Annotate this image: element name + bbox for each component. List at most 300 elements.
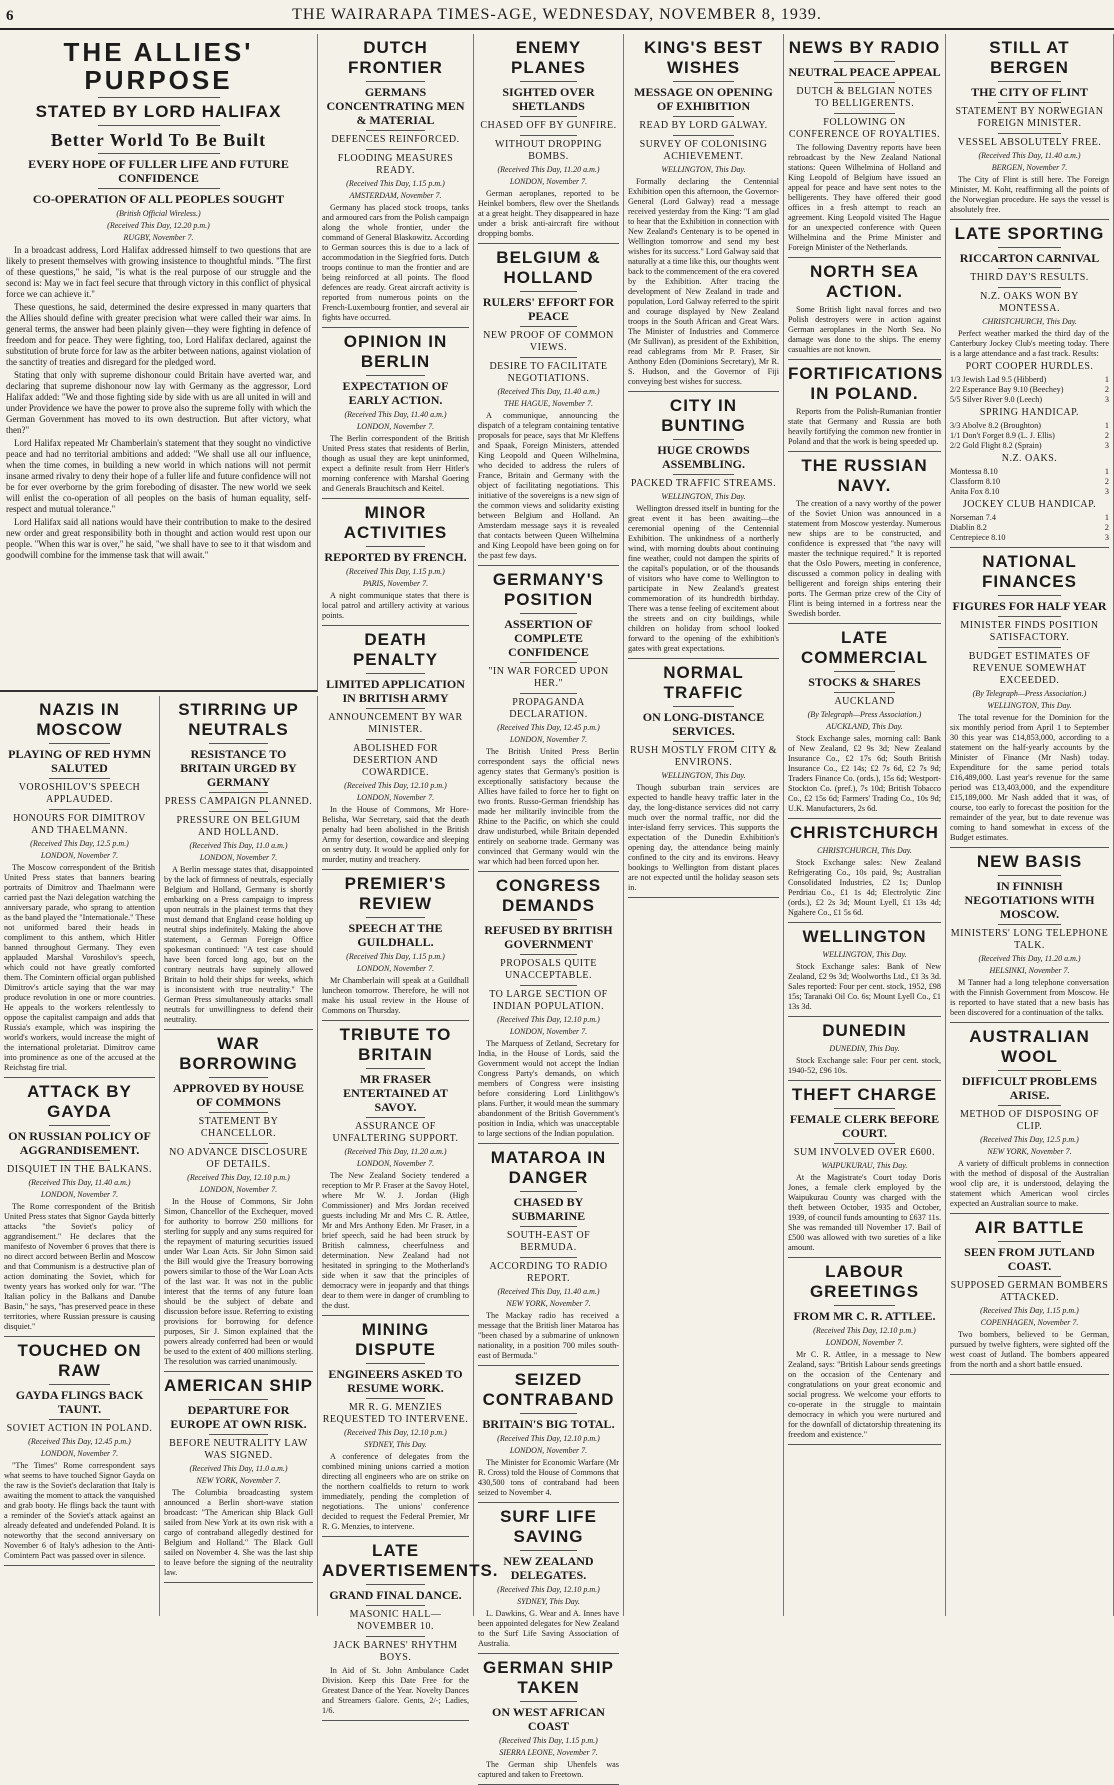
result-row [950,375,1109,385]
dateline: LONDON, November 7. [356,964,435,973]
received-line: (Received This Day, 11.40 a.m.) [497,1287,600,1296]
article-body: The Mackay radio has received a message that the British liner Mataroa has "been chased by a submarine of unknown nationality, in a position 700 miles south-east of Bermuda." [478,1311,619,1360]
headline: CITY IN BUNTING [661,396,746,435]
subheadline: STATEMENT BY CHANCELLOR. [198,1116,279,1139]
divider [628,658,779,659]
article [4,700,155,1073]
subheadline: DUTCH & BELGIAN NOTES TO BELLIGERENTS. [796,86,933,109]
page-number: 6 [6,8,14,24]
subheadline: VOROSHILOV'S SPEECH APPLAUDED. [18,782,141,805]
divider [998,875,1062,876]
divider [520,662,576,663]
divider [322,1720,469,1721]
headline: CHRISTCHURCH [790,823,939,842]
divider [998,287,1062,288]
divider [788,359,941,360]
article [788,1262,941,1440]
divider [950,547,1109,548]
horse: Centrepiece 8.10 [950,533,1006,542]
article-body: The City of Flint is still here. The Foreign Minister, M. Koht, reaffirming all the points of the Norwegian procedure. He says the vessel is absolutely free. [950,175,1109,214]
divider [366,81,425,82]
subheadline: BEFORE NEUTRALITY LAW WAS SIGNED. [169,1438,308,1461]
article-body: Mr Chamberlain will speak at a Guildhall luncheon tomorrow. Therefore, he will not make his usual review in the House of Commons on Thursday. [322,976,469,1015]
divider [673,116,733,117]
divider [788,922,941,923]
result-row [950,533,1109,543]
received-line: (Received This Day, 12.10 p.m.) [497,1434,600,1443]
divider [98,125,220,126]
headline: OPINION IN BERLIN [343,332,448,371]
article-body: The Rome correspondent of the British United Press states that Signor Gayda bitterly attacks "the Soviet's policy of aggrandisement." He declares that the manifesto of November 6 proves that there is no direct accord between Berlin and Moscow and that Communism is a destructive plan of action dominating the Soviet, which for twenty years has worked only for war. "The Italian policy in the Balkans and Danube Basin," he says, "has preserved peace in these territories, where Russian pressure is causing disquiet." [4,1202,155,1331]
divider [366,130,425,131]
subheadline: GERMANS CONCENTRATING MEN & MATERIAL [326,85,465,127]
divider [49,778,109,779]
horse: Anita Fox 8.10 [950,487,1000,496]
divider [478,1143,619,1144]
result-row [950,395,1109,405]
article-body: The creation of a navy worthy of the power of the Soviet Union was announced in a statement from Moscow yesterday. Numerous new ships are to be constructed, and confidence is expressed that "the navy will master the technique required." It is reported that the Oslo Powers, meeting in conference, discussed a common policy in dealing with belligerent and foreign ships entering their ports. The German prize crew of the City of Flint is being interned in a fortress near the Swedish border. [788,499,941,618]
received-line: (Received This Day, 11.0 a.m.) [189,841,288,850]
subheadline: NEW PROOF OF COMMON VIEWS. [483,330,614,353]
subheadline: RICCARTON CARNIVAL [959,251,1100,265]
received-line: (Received This Day, 12.10 p.m.) [187,1173,290,1182]
divider [834,692,895,693]
divider [998,1276,1062,1277]
subheadline: ON WEST AFRICAN COAST [492,1705,605,1733]
divider [788,1016,941,1017]
subheadline: SUM INVOLVED OVER £600. [793,1147,936,1158]
dateline: BERGEN, November 7. [991,163,1068,172]
dateline: DUNEDIN, This Day. [829,1044,900,1053]
column-5 [624,34,784,1616]
article-body: The Berlin correspondent of the British United Press states that residents of Berlin, though as usual they are kept uninformed, expect a definite result from Herr Hitler's morning conference with Marshal Goering and Generals Brauchitsch and Keitel. [322,434,469,493]
divider [366,1605,425,1606]
divider [98,153,220,154]
subheadline: THE CITY OF FLINT [971,85,1088,99]
dateline: AMSTERDAM, November 7. [349,191,442,200]
article-body: Perfect weather marked the third day of the Canterbury Jockey Club's meeting today. There is a large attendance and a fast track. Results: [950,329,1109,358]
paragraph: Lord Halifax repeated Mr Chamberlain's statement that they sought no vindictive peace and had no territorial ambitions and added: "We shall use all our influence, when the time comes, in building a new world in which nations will not permit insane armed rivalry to deny their hope of a fuller life and future confidence will not be for ever overborne by the grim foreboding of disaster. The new world we seek will enlist the co-operation of all peoples on the basis of human equality, self-respect and mutual tolerance." [6,438,311,514]
dateline: THE HAGUE, November 7. [503,399,594,408]
article-body: "The Times" Rome correspondent says what seems to have touched Signor Gayda on the raw is the Soviet's declaration that Italy is awaiting the moment to attack the vanquished and grab booty. He flings back the taunt with a reminder of the Soviet's attack against an already defeated and undefended Poland. It is noteworthy that the second anniversary on November 6 of Italy's adhesion to the Anti-Comintern Pact was passed over in silence. [4,1461,155,1560]
divider [164,1029,313,1030]
divider [834,1143,895,1144]
dateline: LONDON, November 7. [40,1449,119,1458]
divider [4,1565,155,1566]
divider [834,1305,895,1306]
dateline: AUCKLAND, This Day. [826,722,903,731]
article-body: Stock Exchange sales, morning call: Bank of New Zealand, £2 9s 3d; New Zealand Insurance Co., £2 17s 6d; South British Insurance Co., £2 14s; £2 7s 6d, £2 7s 9d; Traders Finance Co. (ords.), 15s 6d; Westport-Stockton Co. (pref.), 7s 10d; British Tobacco Co., £2 15s 6d; Farmers' Trading Co., 10s 9d; U.K. Manufacturers, 2s 6d. [788,734,941,813]
article-body: Wellington dressed itself in bunting for the great event it has been awaiting—the ceremonial opening of the Centennial Exhibition. The unkindness of a northerly wind, with morning doubts about continuing fine weather, could not dampen the spirits of the capital's population, or of the thousands of visitors who have come to Wellington to participate in New Zealand's greatest commemoration of its hundredth birthday. There was a tense feeling of excitement about the streets and on city buildings, while children on holiday from school looked forward to the opening of the exhibition's gates with great expectations. [628,504,779,653]
article-body: At the Magistrate's Court today Doris Jones, a female clerk employed by the Waipukurau County was charged with the theft between October, 1935 and October, 1939, of council funds amounting to £637 11s. She was remanded till November 17. Bail of £500 was allowed with two sureties of a like amount. [788,1173,941,1252]
placing: 2 [1104,523,1109,532]
headline: STILL AT BERGEN [989,38,1070,77]
subheadline: THIRD DAY'S RESULTS. [970,272,1089,283]
divider [673,741,733,742]
subheadline: SEEN FROM JUTLAND COAST. [964,1245,1095,1273]
headline: ATTACK BY GAYDA [27,1082,132,1121]
article [950,552,1109,843]
column-1 [0,696,160,1616]
article-body: The Moscow correspondent of the British United Press states that banners bearing portraits of Dimitrov and Thaelmann were carried past the Nazi delegation watching the anniversary parade, who sprang to attention as the band played the "Internationale." These not uniformed bared their heads in compliment to this anthem, which Hitler banned throughout Germany. They even applauded Marshal Voroshilov's speech, which could not have greatly comforted them. The Comintern official organ published Dimitrov's article saying that the war may produce revolution in one or more countries. He appeals to the workers relentlessly to oppose the capitalist campaign and adds that Russia's example, which was inspiring the world's workers, would increase the might of the international proletariat. Dimitrov came into prominence as one of the accused at the Reichstag fire trial. [4,863,155,1072]
subheadline: IN FINNISH NEGOTIATIONS WITH MOSCOW. [964,879,1095,921]
article-body: Mr C. R. Attlee, in a message to New Zealand, says: "British Labour sends greetings on the occasion of the Centenary and congratulations on your great economic and social progress. We welcome your efforts to co-operate in the struggle to maintain democracy in which you were nurtured and for the downfall of dictatorship threatening its freedom and existence." [788,1350,941,1439]
subheadline: STATEMENT BY NORWEGIAN FOREIGN MINISTER. [955,106,1104,129]
dateline: LONDON, November 7. [199,1185,278,1194]
received-line: (Received This Day, 11.0 a.m.) [189,1464,288,1473]
subheadline: TO LARGE SECTION OF INDIAN POPULATION. [489,989,608,1012]
subheadline: MINISTER FINDS POSITION SATISFACTORY. [960,620,1099,643]
article [950,224,1109,543]
received-line: (Received This Day, 11.40 a.m.) [28,1178,131,1187]
article [322,38,469,323]
article [322,1541,499,1716]
subheadline: STOCKS & SHARES [808,675,921,689]
column-2 [160,696,318,1616]
paragraph: These questions, he said, determined the desire expressed in many quarters that the Allies should define with greater precision what were called their war aims. In general terms, the answer had been plainly given—they were fighting in defence of freedom and for peace. They were fighting, too, Lord Halifax declared, against the substitution of brute force for law as the arbiter between nations, against violation of the sanctity of treaties and disregard for the pledged word. [6,302,311,367]
divider [322,1315,469,1316]
article-body: The Minister for Economic Warfare (Mr R. Cross) told the House of Commons that 430,500 tons of contraband had been seized to November 4. [478,1458,619,1497]
headline: STIRRING UP NEUTRALS [178,700,299,739]
subheadline: DISQUIET IN THE BALKANS. [7,1164,152,1175]
divider [49,1125,109,1126]
subheadline: GRAND FINAL DANCE. [329,1588,462,1602]
headline: AUSTRALIAN WOOL [969,1027,1090,1066]
paragraph: Stating that only with supreme dishonour could Britain have averted war, and declaring that supreme dishonour now lay with Germany as the aggressor, Lord Halifax added: "We and those fighting side by side with us are all united in will and under Providence we have the power to prove also the supreme folly with which the German Government has moved to its own destruction. But after victory, what then?" [6,370,311,435]
dateline: PARIS, November 7. [362,579,429,588]
article-body: L. Dawkins, G. Wear and A. Innes have been appointed delegates for New Zealand to the Surf Life Saving Association of Australia. [478,1609,619,1648]
headline: MINING DISPUTE [355,1320,436,1359]
article [950,1027,1109,1209]
dateline: WELLINGTON, This Day. [822,950,907,959]
article [478,248,619,561]
article [322,1025,469,1311]
received-line: (Received This Day, 1.15 p.m.) [980,1306,1079,1315]
divider [628,897,779,898]
headline: THE RUSSIAN NAVY. [801,456,928,495]
subheadline: FLOODING MEASURES READY. [337,153,454,176]
divider [478,871,619,872]
divider [520,919,576,920]
received-line: (Received This Day, 12.5 p.m.) [30,839,129,848]
article-body: M Tanner had a long telephone conversation with the Finnish Government from Moscow. He is reported to have stated that a new basis has been discovered for a continuation of the talks. [950,978,1109,1017]
article [788,364,944,447]
received-line: (Received This Day, 1.15 p.m.) [499,1736,598,1745]
article [478,1148,619,1361]
dateline: LONDON, November 7. [509,1446,588,1455]
subheadline: HONOURS FOR DIMITROV AND THAELMANN. [13,813,146,836]
headline: MATAROA IN DANGER [490,1148,607,1187]
horse: Classform 8.10 [950,477,1001,486]
article-body: In the House of Commons, Mr Hore-Belisha, War Secretary, said that the death penalty had been abolished in the British Army for desertion, cowardice and sleeping on sentry duty. It would be applied only for murder, mutiny and treachery. [322,805,469,864]
dateline: WAIPUKURAU, This Day. [821,1161,908,1170]
divider [673,81,733,82]
received-line: (Received This Day, 11.40 a.m.) [978,151,1081,160]
race-results [950,375,1109,405]
horse: 1/3 Jewish Lad 9.5 (Hibberd) [950,375,1047,384]
article [478,570,619,867]
subheadline: HUGE CROWDS ASSEMBLING. [657,443,750,471]
divider [366,1584,425,1585]
headline: ENEMY PLANES [511,38,586,77]
article-body: The following Daventry reports have been rebroadcast by the New Zealand National stations: Queen Wilhelmina of Holland and King Leopold of Belgium have issued an appeal for peace and have sent notes to the belligerents. They have offered their good offices in a fresh attempt to reach an agreement. King Leopold visited The Hague for an unexpected conference with Queen Wilhelmina and the Prime Minister and Foreign Minister of the Netherlands. [788,143,941,252]
article-body: The New Zealand Society tendered a reception to Mr P. Fraser at the Savoy Hotel, where Mr W. J. Jordan (High Commissioner) and Mrs Jordan received guests including Mr and Mrs C. R. Attlee, Mr and Mrs Anthony Eden. Mr Fraser, in a brief speech, said he had been struck by British calmness, cheerfulness and determination. New Zealand had not hesitated in springing to the Motherland's side when it saw that the principles of democracy were in jeopardy and that things dear to them were in danger of crumbling to the dust. [322,1171,469,1310]
divider [788,1080,941,1081]
headline: NEW BASIS [976,852,1083,871]
divider [998,647,1062,648]
subheadline: CO-OPERATION OF ALL PEOPLES SOUGHT [32,192,285,206]
divider [950,1374,1109,1375]
subheadline: CHASED OFF BY GUNFIRE. [480,120,617,131]
headline: DUNEDIN [822,1021,907,1040]
headline: TRIBUTE TO BRITAIN [339,1025,452,1064]
subheadline: FOLLOWING ON CONFERENCE OF ROYALTIES. [788,117,941,140]
divider [478,565,619,566]
article-body: The Marquess of Zetland, Secretary for India, in the House of Lords, said the Government would not accept the Indian Congress Party's demands, on which members of Congress were insisting before considering Lord Linlithgow's plans. Further, it would mean the summary abandonment of the British Government's position in India, which was unacceptable to large sections of the Indian population. [478,1039,619,1138]
divider [520,116,576,117]
subheadline: BRITAIN'S BIG TOTAL. [482,1417,615,1431]
article-body: German aeroplanes, reported to be Heinkel bombers, flew over the Shetlands at a great height. They disappeared in haze under a brisk anti-aircraft fire without dropping bombs. [478,189,619,238]
divider [209,1143,269,1144]
divider [366,1363,425,1364]
divider [520,1226,576,1227]
article [322,1320,469,1532]
subheadline: READ BY LORD GALWAY. [639,120,768,131]
article [788,927,941,1012]
headline: NORMAL TRAFFIC [663,663,744,702]
dateline: HELSINKI, November 7. [989,966,1070,975]
divider [322,1020,469,1021]
divider [998,924,1062,925]
headline: BELGIUM & HOLLAND [496,248,601,287]
article [478,38,619,239]
received-line: (Received This Day, 11.20 a.m.) [497,165,600,174]
divider [49,1384,109,1385]
headline: SEIZED CONTRABAND [482,1370,615,1409]
headline: KING'S BEST WISHES [644,38,763,77]
placing: 2 [1104,477,1109,486]
divider [520,954,576,955]
divider [209,1077,269,1078]
subheadline: WITHOUT DROPPING BOMBS. [495,139,602,162]
divider [98,188,220,189]
divider [366,1398,425,1399]
race-name: N.Z. OAKS. [1001,453,1058,464]
divider [673,135,733,136]
result-row [950,385,1109,395]
placing: 3 [1104,441,1109,450]
divider [520,81,576,82]
divider [209,1434,269,1435]
race-name: JOCKEY CLUB HANDICAP. [962,499,1097,510]
received-line: (By Telegraph—Press Association.) [807,710,922,719]
article-body: Two bombers, believed to be German, pursued by twelve fighters, were sighted off the west coast of Jutland. The bombers appeared from the north and a short battle ensued. [950,1330,1109,1369]
divider [209,792,269,793]
dateline: LONDON, November 7. [356,793,435,802]
headline: LATE ADVERTISEMENTS. [322,1541,499,1580]
headline: MINOR ACTIVITIES [343,503,448,542]
divider [520,135,576,136]
article [478,876,619,1139]
received-line: (Received This Day, 12.10 p.m.) [813,1326,916,1335]
divider [834,113,895,114]
credit: (British Official Wireless.) [116,209,201,218]
article-body: The British United Press Berlin correspondent says the official news agency states that Germany's position is exceptionally satisfactory because the Allies have failed to force her to fight on two fronts. Russo-German friendship has made her militarily invincible from the Rhine to the Pacific, on which she could draw undisturbed, while Britain depended entirely on seaborne trade. Germany was convinced that Germany would win the war which had been forced upon her. [478,747,619,866]
article [322,630,469,865]
headline: SURF LIFE SAVING [500,1507,597,1546]
headline: DUTCH FRONTIER [348,38,443,77]
dateline: LONDON, November 7. [40,851,119,860]
received-line: (Received This Day, 11.40 a.m.) [497,387,600,396]
received-line: (Received This Day, 12.45 p.m.) [28,1437,131,1446]
article [788,1085,941,1253]
divider [478,1365,619,1366]
result-row [950,431,1109,441]
headline: LABOUR GREETINGS [809,1262,920,1301]
divider [49,809,109,810]
subheadline: DEFENCES REINFORCED. [331,134,460,145]
divider [950,847,1109,848]
result-row [950,477,1109,487]
divider [366,917,425,918]
subheadline: BUDGET ESTIMATES OF REVENUE SOMEWHAT EXCEEDED. [968,651,1091,686]
placing: 1 [1104,467,1109,476]
divider [49,743,109,744]
subheadline: NEUTRAL PEACE APPEAL [788,65,941,79]
received-line: (Received This Day, 12.45 p.m.) [497,723,600,732]
divider [209,1112,269,1113]
subheadline: ON LONG-DISTANCE SERVICES. [642,710,765,738]
divider [98,97,220,98]
article [788,456,941,619]
article [950,1218,1109,1370]
headline: WAR BORROWING [179,1034,298,1073]
subheadline: PROPAGANDA DECLARATION. [509,697,588,720]
divider [322,498,469,499]
headline: NEWS BY RADIO [788,38,941,57]
article [628,663,779,893]
divider [788,623,941,624]
divider [998,1070,1062,1071]
article-body: The total revenue for the Dominion for the six monthly period from April 1 to September 30 this year was £14,853,000, according to a statement on the half-yearly accounts by the Minister of Finance (Mr Nash) today. Expenditure for the same period totals £16,489,000. Last year's revenue for the same period was £13,403,000, and the expenditure £15,189,000. Mr Nash added that it was, of course, too early to forecast the position for the remainder of the year, but to date revenue was coming to hand somewhat in excess of the Budget estimates. [950,713,1109,842]
dateline: COPENHAGEN, November 7. [980,1318,1079,1327]
article [164,1034,313,1367]
horse: 2/2 Gold Flight 8.2 (Sprain) [950,441,1042,450]
divider [478,1502,619,1503]
article-body: In the House of Commons, Sir John Simon, Chancellor of the Exchequer, moved for authority to borrow 250 millions for sterling for supply and any sums required for the repayment of maturing securities issued under War Loan Acts. Sir John Simon said the Bill would give the Treasury borrowing powers similar to those of the War Loan Acts of the last war. It was not in the public interest that the terms of any future loan should be the subject of debate and discussion before issue. Referring to existing provisions for borrowing for defence purposes, Sir J. Simon explained that the powers already conferred had been or would be used to the extent of 400 millions sterling. The resolution was carried unanimously. [164,1197,313,1366]
received-line: (Received This Day, 11.40 a.m.) [344,410,447,419]
subheadline: FEMALE CLERK BEFORE COURT. [789,1112,940,1140]
subheadline: SPEECH AT THE GUILDHALL. [348,921,443,949]
dateline: LONDON, November 7. [40,1190,119,1199]
article [478,1658,619,1780]
placing: 3 [1104,487,1109,496]
article-body: Formally declaring the Centennial Exhibition open this afternoon, the Governor-General (Lord Galway) read a message received yesterday from the King: "I am glad to hear that the Exhibition in connection with New Zealand's Centenary is to be opened in Wellington tomorrow and send my best wishes for its success." Lord Galway said that naturally at a time like this, our thoughts went back to the commencement of the era covered by the Exhibition. After tracing the development of New Zealand in trade and population, Lord Galway referred to the spirit and courage displayed by New Zealand troops in the South African and Great Wars. The Minister of Industries and Commerce (Mr Sullivan), as president of the Exhibition, read cablegrams from Mr P. Fraser, Sir Anthony Eden (Dominions Secretary), Mr R. S. Hudson, and the Governor of Fiji conveying best wishes for success. [628,177,779,386]
received-line: (Received This Day, 12.10 p.m.) [497,1585,600,1594]
dateline: NEW YORK, November 7. [987,1147,1072,1156]
headline: THEFT CHARGE [791,1085,938,1104]
divider [788,1257,941,1258]
received-line: (Received This Day, 1.15 p.m.) [346,952,445,961]
divider [950,1022,1109,1023]
headline: AMERICAN SHIP [164,1376,314,1395]
divider [49,1419,109,1420]
subheadline: METHOD OF DISPOSING OF CLIP. [959,1109,1100,1132]
dateline: SYDNEY, This Day. [517,1597,580,1606]
headline: AIR BATTLE [974,1218,1085,1237]
divider [673,439,733,440]
headline: CONGRESS DEMANDS [495,876,602,915]
subheadline: ON RUSSIAN POLICY OF AGGRANDISEMENT. [8,1129,151,1157]
horse: 2/2 Esperance Bay 9.10 (Beechey) [950,385,1064,394]
horse: 1/1 Don't Forget 8.9 (L. J. Ellis) [950,431,1055,440]
headline: FORTIFICATIONS IN POLAND. [788,364,944,403]
subheadline: REFUSED BY BRITISH GOVERNMENT [484,923,613,951]
headline: TOUCHED ON RAW [17,1341,142,1380]
subheadline: AUCKLAND [834,696,895,707]
subheadline: RULERS' EFFORT FOR PEACE [482,295,615,323]
subheadline: SIGHTED OVER SHETLANDS [502,85,595,113]
article-body: A night communique states that there is local patrol and artillery activity at various points. [322,591,469,620]
horse: 5/5 Silver River 9.0 (Leech) [950,395,1043,404]
divider [998,616,1062,617]
column-7 [946,34,1114,1616]
divider [950,219,1109,220]
subheadline: ASSERTION OF COMPLETE CONFIDENCE [504,617,593,659]
subheadline: SUPPOSED GERMAN BOMBERS ATTACKED. [950,1280,1109,1303]
divider [520,1191,576,1192]
subheadline: DIFFICULT PROBLEMS ARISE. [961,1074,1098,1102]
article [322,874,469,1016]
divider [209,1399,269,1400]
result-row [950,467,1109,477]
column-3 [318,34,499,1715]
divider [366,708,425,709]
subheadline: APPROVED BY HOUSE OF COMMONS [173,1081,304,1109]
article [788,628,941,814]
headline: DEATH PENALTY [352,630,439,669]
dateline: RUGBY, November 7. [123,233,194,242]
subheadline: SOUTH-EAST OF BERMUDA. [506,1230,591,1253]
article [788,38,941,253]
article [478,1507,619,1649]
race-name: PORT COOPER HURDLES. [965,361,1094,372]
divider [998,102,1062,103]
received-line: (Received This Day, 1.15 p.m.) [346,567,445,576]
subheadline: PACKED TRAFFIC STREAMS. [630,478,777,489]
divider [322,1536,469,1537]
subheadline: MESSAGE ON OPENING OF EXHIBITION [634,85,773,113]
divider [520,1701,576,1702]
divider [209,811,269,812]
headline: GERMANY'S POSITION [492,570,605,609]
subheadline: N.Z. OAKS WON BY MONTESSA. [980,291,1079,314]
article-body: Stock Exchange sales: New Zealand Refrigerating Co., 10s paid, 9s; Australian Consolidated Industries, £2 1s; Dunlop Perdriau Co., £1 1s 4d; Electrolytic Zinc (ords.), £2 2s 3d; Mount Lyell, £1 13s 4d; Ngahere Co., £1 5s 6d. [788,858,941,917]
article [628,38,779,387]
subheadline: ENGINEERS ASKED TO RESUME WORK. [328,1367,463,1395]
subheadline: DESIRE TO FACILITATE NEGOTIATIONS. [489,361,608,384]
dateline: LONDON, November 7. [509,1027,588,1036]
article-body: The Columbia broadcasting system announced a Berlin short-wave station broadcast: "The American ship Black Gull sailed from New York at its own risk with a cargo of contraband allegedly destined for Belgium and Holland." The Black Gull sailed on November 4. She was the last ship to leave before the signing of the neutrality law. [164,1488,313,1577]
dateline: WELLINGTON, This Day. [661,165,746,174]
race-results [950,421,1109,451]
horse: 3/3 Abolve 8.2 (Broughton) [950,421,1041,430]
divider [998,133,1062,134]
result-row [950,487,1109,497]
divider [998,81,1062,82]
divider [366,1117,425,1118]
received-line: (Received This Day, 12.10 p.m.) [497,1015,600,1024]
